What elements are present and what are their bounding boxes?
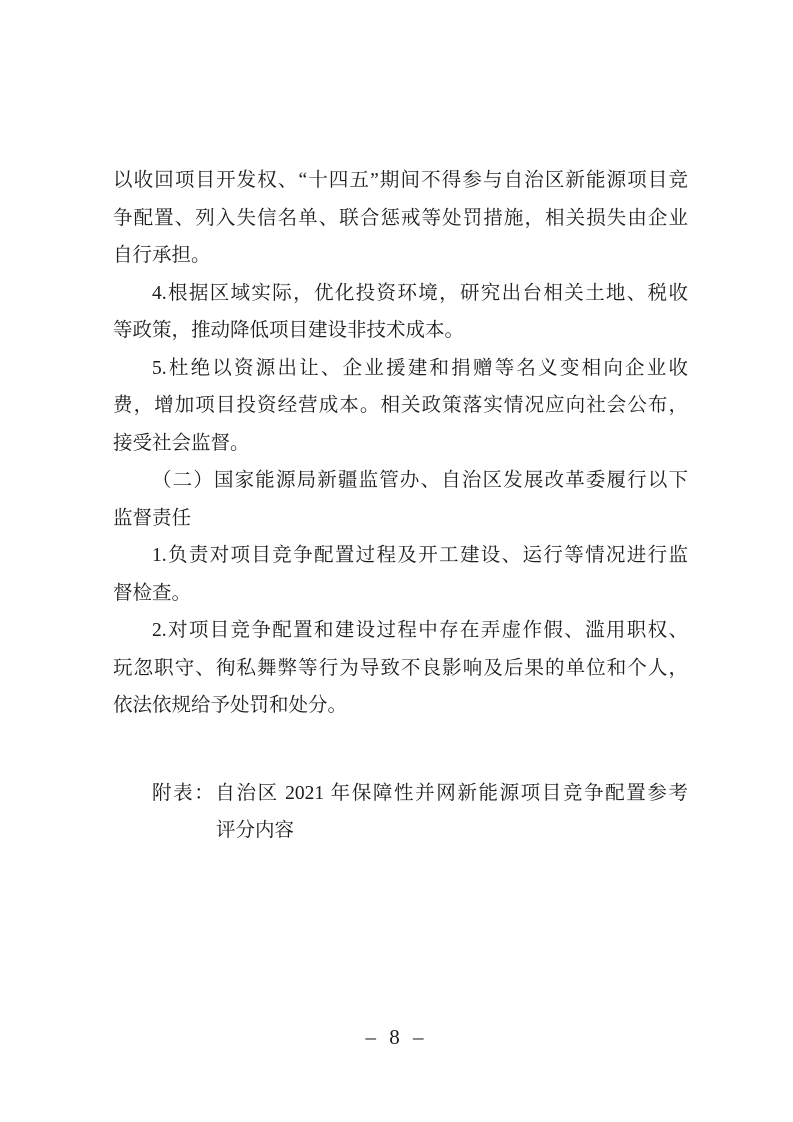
text-line: 费，增加项目投资经营成本。相关政策落实情况应向社会公布，	[113, 395, 688, 416]
text-line: 1.负责对项目竞争配置过程及开工建设、运行等情况进行监	[152, 545, 688, 566]
text-line: 5.杜绝以资源出让、企业援建和捐赠等名义变相向企业收	[152, 357, 688, 379]
text-line: 争配置、列入失信名单、联合惩戒等处罚措施，相关损失由企业	[113, 207, 688, 229]
text-line: 等政策，推动降低项目建设非技术成本。	[113, 320, 465, 341]
page-number: – 8 –	[365, 1025, 428, 1049]
text-line: 依法依规给予处罚和处分。	[113, 695, 348, 716]
document-content	[113, 162, 688, 850]
attachment-label: 附表：	[152, 782, 216, 804]
text-line: 2.对项目竞争配置和建设过程中存在弄虚作假、滥用职权、	[152, 620, 688, 641]
text-line: （二）国家能源局新疆监管办、自治区发展改革委履行以下	[152, 470, 688, 491]
attachment-title-line1	[113, 775, 688, 813]
attachment-title-line2: 评分内容	[216, 820, 295, 841]
text-line: 以收回项目开发权、“十四五”期间不得参与自治区新能源项目竞	[113, 170, 688, 191]
text-line: 接受社会监督。	[113, 432, 250, 454]
text-line: 监督责任	[113, 507, 192, 529]
text-line: 督检查。	[113, 582, 192, 604]
attachment-title-text: 自治区 2021 年保障性并网新能源项目竞争配置参考	[215, 782, 688, 804]
attachment-note	[113, 775, 688, 850]
text-line: 玩忽职守、徇私舞弊等行为导致不良影响及后果的单位和个人，	[113, 657, 688, 679]
body-text	[113, 162, 688, 725]
text-line: 4.根据区域实际，优化投资环境，研究出台相关土地、税收	[152, 282, 688, 304]
text-line: 自行承担。	[113, 245, 211, 266]
